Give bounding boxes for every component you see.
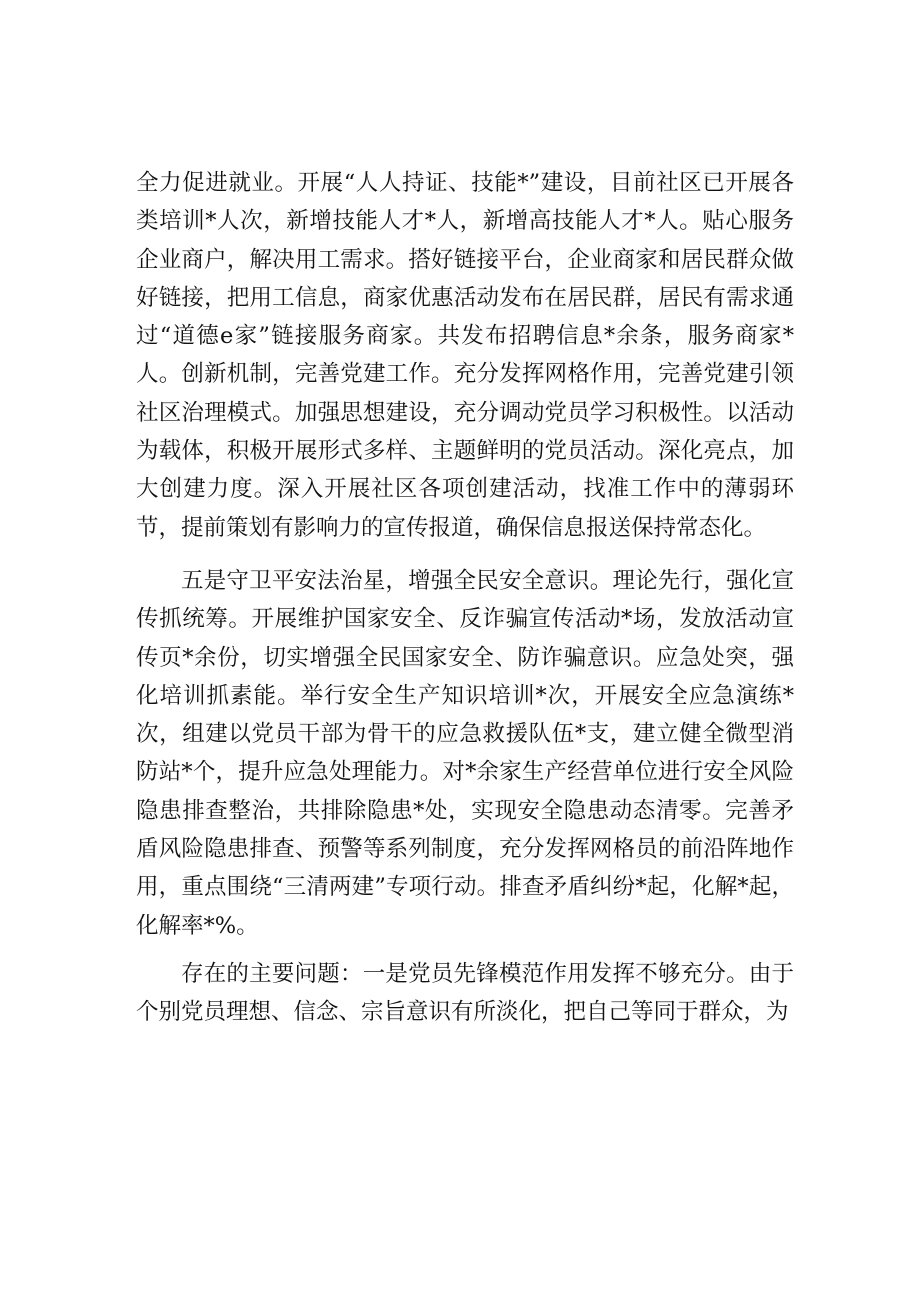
paragraph-employment-continuation: 全力促进就业。开展“人人持证、技能*”建设，目前社区已开展各类培训*人次，新增技能人才*人，新增高技能人才*人。贴心服务企业商户，解决用工需求。搭好链接平台，企业商家和居民群众做好链接，把用工信息，商家优惠活动发布在居民群，居民有需求通过“道德e家”链接服务商家。共发布招聘信息*余条，服务商家*人。创新机制，完善党建工作。充分发挥网格作用，完善党建引领社区治理模式。加强思想建设，充分调动党员学习积极性。以活动为载体，积极开展形式多样、主题鲜明的党员活动。深化亮点，加大创建力度。深入开展社区各项创建活动，找准工作中的薄弱环节，提前策划有影响力的宣传报道，确保信息报送保持常态化。 [136,170,794,541]
paragraph-main-problems: 存在的主要问题：一是党员先锋模范作用发挥不够充分。由于个别党员理想、信念、宗旨意识有所淡化，把自己等同于群众，为 [136,960,794,1026]
document-body [136,164,794,1032]
paragraph-safety-rule-of-law: 五是守卫平安法治星，增强全民安全意识。理论先行，强化宣传抓统筹。开展维护国家安全、反诈骗宣传活动*场，发放活动宣传页*余份，切实增强全民国家安全、防诈骗意识。应急处突，强化培训抓素能。举行安全生产知识培训*次，开展安全应急演练*次，组建以党员干部为骨干的应急救援队伍*支，建立健全微型消防站*个，提升应急处理能力。对*余家生产经营单位进行安全风险隐患排查整治，共排除隐患*处，实现安全隐患动态清零。完善矛盾风险隐患排查、预警等系列制度，充分发挥网格员的前沿阵地作用，重点围绕“三清两建”专项行动。排查矛盾纠纷*起，化解*起，化解率*%。 [136,567,794,939]
